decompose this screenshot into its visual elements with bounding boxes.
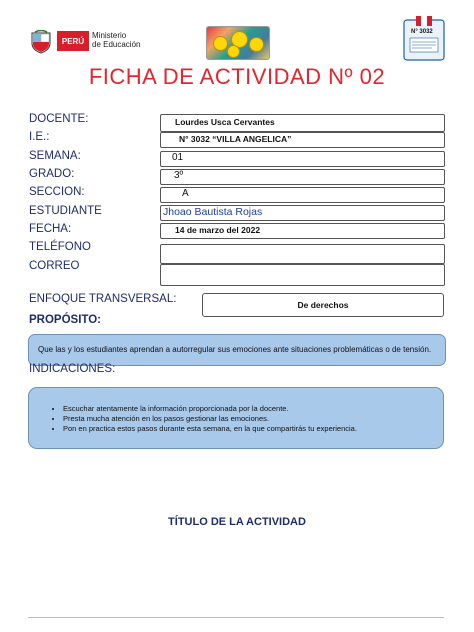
school-badge-text: N° 3032 — [411, 29, 433, 35]
indicaciones-item: • Presta mucha atención en los pasos gestionar las emociones. — [63, 414, 357, 424]
indicaciones-label: INDICACIONES: — [29, 363, 116, 375]
ie-label: I.E.: — [29, 131, 50, 143]
proposito-panel — [28, 334, 446, 366]
peru-shield-icon — [30, 30, 52, 54]
proposito-label: PROPÓSITO: — [29, 314, 101, 326]
docente-value: Lourdes Usca Cervantes — [175, 117, 275, 127]
semana-field[interactable] — [160, 151, 445, 167]
grado-value: 3º — [174, 170, 184, 181]
smiley-icon — [249, 37, 264, 52]
enfoque-value: De derechos — [297, 300, 349, 310]
grado-label: GRADO: — [29, 168, 75, 180]
telefono-field[interactable] — [160, 244, 445, 264]
fecha-field[interactable] — [160, 223, 445, 239]
smiley-icon — [213, 36, 228, 51]
docente-field[interactable] — [160, 114, 445, 132]
indicaciones-list — [51, 404, 357, 434]
peru-flag-label: PERÚ — [57, 31, 89, 51]
fecha-label: FECHA: — [29, 223, 72, 235]
indicaciones-panel — [28, 387, 444, 449]
correo-label: CORREO — [29, 260, 80, 272]
page-divider — [28, 617, 444, 618]
smiley-icon — [227, 45, 240, 58]
seccion-field[interactable] — [160, 187, 445, 203]
telefono-label: TELÉFONO — [29, 241, 91, 253]
estudiante-label: ESTUDIANTE — [29, 205, 102, 217]
proposito-text: Que las y los estudiantes aprendan a autorregular sus emociones ante situaciones problemáticas o de tensión. — [38, 345, 432, 354]
school-badge — [402, 16, 446, 62]
ie-value: N° 3032 “VILLA ANGELICA” — [179, 134, 292, 144]
ie-field[interactable] — [160, 132, 445, 148]
seccion-value: A — [182, 188, 189, 199]
activity-title: TÍTULO DE LA ACTIVIDAD — [168, 516, 306, 528]
indicaciones-item: • Escuchar atentamente la información proporcionada por la docente. — [63, 404, 357, 414]
fecha-value: 14 de marzo del 2022 — [175, 225, 261, 235]
indicaciones-item: • Pon en practica estos pasos durante esta semana, en la que compartirás tu experiencia. — [63, 424, 357, 434]
ministry-name-line1: Ministerio — [92, 31, 127, 40]
estudiante-value: Jhoao Bautista Rojas — [163, 206, 263, 218]
correo-field[interactable] — [160, 264, 445, 286]
seccion-label: SECCION: — [29, 186, 85, 198]
ministry-name-line2: de Educación — [92, 40, 141, 49]
docente-label: DOCENTE: — [29, 113, 89, 125]
semana-value: 01 — [172, 152, 184, 163]
enfoque-label: ENFOQUE TRANSVERSAL: — [29, 293, 177, 305]
enfoque-field[interactable] — [202, 293, 444, 317]
estudiante-field[interactable] — [160, 205, 445, 221]
page-title: FICHA DE ACTIVIDAD Nº 02 — [88, 64, 386, 89]
ministry-name — [92, 31, 172, 49]
grado-field[interactable] — [160, 169, 445, 185]
semana-label: SEMANA: — [29, 150, 81, 162]
emotions-logo — [206, 26, 270, 60]
